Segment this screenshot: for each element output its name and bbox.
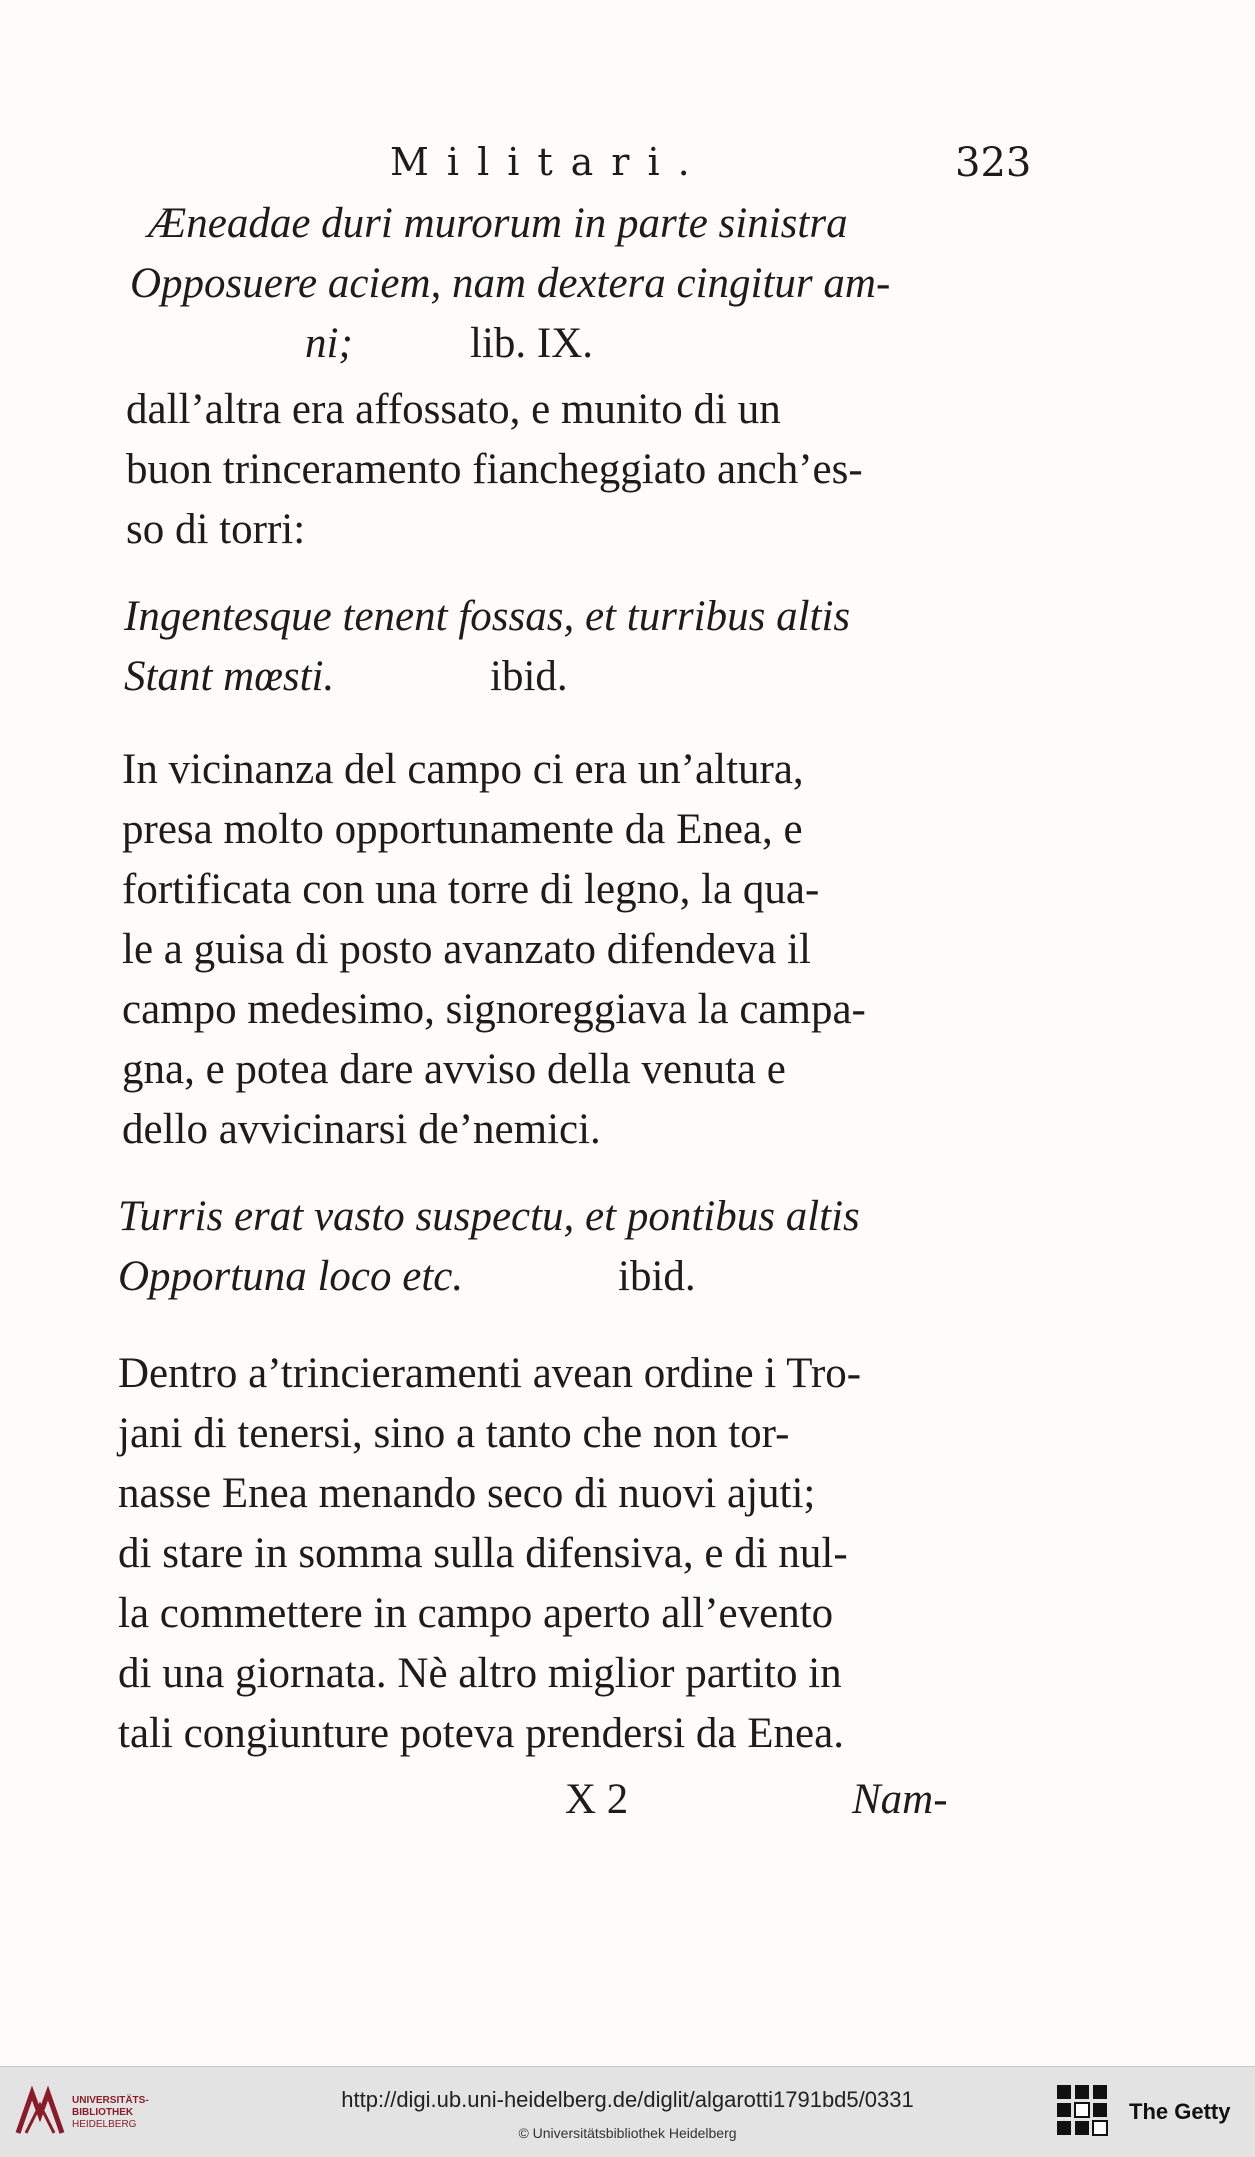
library-name: UNIVERSITÄTS- BIBLIOTHEK HEIDELBERG xyxy=(72,2095,149,2130)
text-line: Opposuere aciem, nam dextera cingitur am- xyxy=(130,260,891,307)
text-line: la commettere in campo aperto all’evento xyxy=(118,1590,834,1637)
text-line: presa molto opportunamente da Enea, e xyxy=(122,806,803,853)
text-line: di stare in somma sulla difensiva, e di nul- xyxy=(118,1530,848,1577)
text-line: fortificata con una torre di legno, la qua- xyxy=(122,866,820,913)
text-line: le a guisa di posto avanzato difendeva il xyxy=(122,926,811,973)
text-line: Stant mœsti. xyxy=(124,653,335,700)
text-line: In vicinanza del campo ci era un’altura, xyxy=(122,746,804,793)
text-line: campo medesimo, signoreggiava la campa- xyxy=(122,986,866,1033)
text-line: Dentro a’trincieramenti avean ordine i Tro- xyxy=(118,1350,862,1397)
signature-mark: X 2 xyxy=(565,1776,629,1823)
text-line: tali congiunture poteva prendersi da Enea. xyxy=(118,1710,844,1757)
text-line: Turris erat vasto suspectu, et pontibus altis xyxy=(118,1193,860,1240)
catchword: Nam- xyxy=(852,1776,948,1823)
copyright-notice: © Universitätsbibliothek Heidelberg xyxy=(518,2125,737,2141)
text-line: jani di tenersi, sino a tanto che non tor- xyxy=(118,1410,790,1457)
text-line: Opportuna loco etc. xyxy=(118,1253,464,1300)
getty-logo[interactable] xyxy=(1055,2079,1245,2145)
text-line: Æneadae duri murorum in parte sinistra xyxy=(148,200,848,247)
viewer-footer xyxy=(0,2066,1255,2157)
text-line: nasse Enea menando seco di nuovi ajuti; xyxy=(118,1470,816,1517)
text-line: dello avvicinarsi de’nemici. xyxy=(122,1106,601,1153)
text-line: Ingentesque tenent fossas, et turribus altis xyxy=(124,593,851,640)
text-line: ni; xyxy=(305,320,353,367)
text-line: dall’altra era affossato, e munito di un xyxy=(126,386,781,433)
text-line: di una giornata. Nè altro miglior partito in xyxy=(118,1650,842,1697)
citation: ibid. xyxy=(618,1253,696,1300)
text-line: gna, e potea dare avviso della venuta e xyxy=(122,1046,786,1093)
citation: ibid. xyxy=(490,653,568,700)
sponsor-name: The Getty xyxy=(1129,2099,1231,2124)
page-number: 323 xyxy=(955,140,1032,186)
getty-logo-icon xyxy=(1055,2083,1111,2139)
text-line: buon trinceramento fiancheggiato anch’es- xyxy=(126,446,863,493)
running-title: Militari. xyxy=(390,140,708,184)
running-header xyxy=(0,140,1255,190)
text-line: so di torri: xyxy=(126,506,306,553)
permalink-url[interactable]: http://digi.ub.uni-heidelberg.de/diglit/algarotti1791bd5/0331 xyxy=(341,2087,914,2112)
citation: lib. IX. xyxy=(470,320,594,367)
